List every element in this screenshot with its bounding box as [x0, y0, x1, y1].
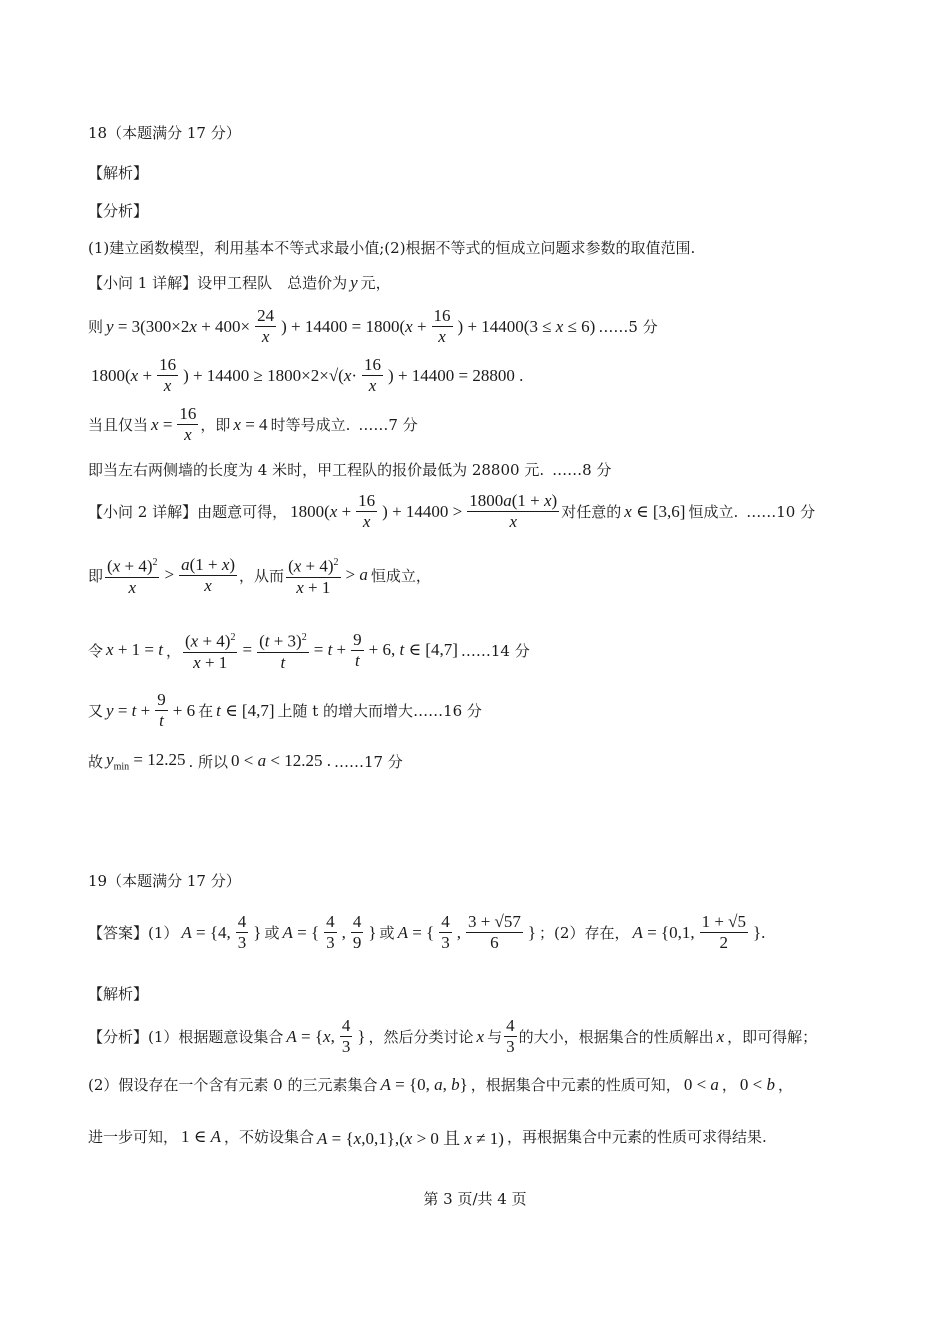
q19-jiexi: 【解析】 — [88, 985, 149, 1003]
q18-p2-line5: 故 $y_{min} = 12.25$ . 所以 0 < a < 12.25 . ……17 分 — [88, 750, 403, 773]
q18-p1-conclusion: 即当左右两侧墙的长度为 4 米时，甲工程队的报价最低为 28800 元. ……8 分 — [88, 461, 612, 479]
page-footer: 第 3 页/共 4 页 — [423, 1190, 527, 1208]
q18-p2-head: 【小问 2 详解】由题意可得， 1800(x + $\frac{16}{x}$ ) + 14400 > $\frac{1800a(1 + x)}{x}$ 对任意的 x ∈ [3,6] 恒成立. ……10 分 — [88, 491, 816, 531]
q18-title: 18（本题满分 17 分） — [88, 124, 241, 142]
q18-p1-head: 【小问 1 详解】设甲工程队 总造价为 y 元， — [88, 272, 391, 292]
q18-jiexi: 【解析】 — [88, 164, 149, 182]
q18-p2-line4: 又 y = t + $\frac{9}{t}$ + 6 在 t ∈ [4,7] 上随 t 的增大而增大 ……16 分 — [88, 690, 482, 730]
q19-title: 19（本题满分 17 分） — [88, 872, 241, 890]
q19-line2: (2）假设存在一个含有元素 0 的三元素集合 A = {0, a, b} ，根据集合中元素的性质可知， 0 < a ， 0 < b ， — [88, 1074, 794, 1094]
q19-line3: 进一步可知， 1 ∈ A ，不妨设集合 A = {x,0,1},(x > 0 且 x ≠ 1) ，再根据集合中元素的性质可求得结果. — [88, 1126, 767, 1148]
q18-p2-line3: 令 x + 1 = t ， $\frac{(x + 4)^2}{x + 1}$ = $\frac{(t + 3)^2}{t}$ = t + $\frac{9}{t}$ + 6, t ∈ [4,7] ……14 分 — [88, 629, 530, 672]
q18-fenxi: 【分析】 — [88, 202, 149, 220]
q18-p1-eq3: 当且仅当 x = $\frac{16}{x}$ ，即 x = 4 时等号成立. ……7 分 — [88, 404, 418, 444]
q19-answer: 【答案】(1） A = {4, $\frac{4}{3}$ } 或 A = { $\frac{4}{3}$ , $\frac{4}{9}$ } 或 A = { $\frac{4}{3}$ , $\frac{3 + √57}{6}$ } ；(2）存在， A = {0,1, $\frac{1 + √5}{2}$ }. — [88, 912, 766, 952]
q18-p2-line2: 即 $\frac{(x + 4)^2}{x}$ > $\frac{a(1 + x)}{x}$ ，从而 $\frac{(x + 4)^2}{x + 1}$ > a 恒成立， — [88, 554, 431, 597]
q18-p1-eq2: 1800(x + $\frac{16}{x}$ ) + 14400 ≥ 1800×2×√(x· $\frac{16}{x}$ ) + 14400 = 28800 . — [91, 355, 524, 395]
q18-summary: (1)建立函数模型，利用基本不等式求最小值;(2)根据不等式的恒成立问题求参数的取值范围. — [88, 239, 696, 257]
q18-p1-eq1: 则 y = 3(300×2x + 400× $\frac{24}{x}$ ) + 14400 = 1800(x + $\frac{16}{x}$ ) + 14400(3 ≤ x ≤ 6) ……5 分 — [88, 306, 658, 346]
q19-fenxi: 【分析】(1）根据题意设集合 A = {x, $\frac{4}{3}$ } ，然后分类讨论 x 与 $\frac{4}{3}$ 的大小，根据集合的性质解出 x ，即可得解； — [88, 1016, 818, 1056]
